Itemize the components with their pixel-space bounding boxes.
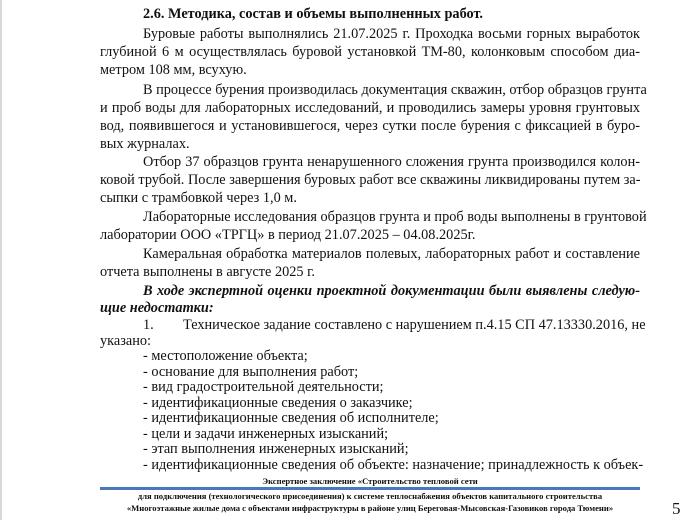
bullet-item: - местоположение объекта;	[143, 348, 308, 364]
paragraph-line: глубиной 6 м осуществлялась буровой установкой ТМ-80, колонковым способом диа-	[100, 44, 640, 60]
footer-line-1: Экспертное заключение «Строительство тепловой сети	[262, 476, 478, 486]
paragraph-line: отчета выполнены в августе 2025 г.	[100, 264, 315, 280]
bullet-item: - основание для выполнения работ;	[143, 364, 359, 380]
findings-heading: щие недостатки:	[100, 300, 214, 316]
paragraph-line: метром 108 мм, всухую.	[100, 62, 247, 78]
paragraph-line: Буровые работы выполнялись 21.07.2025 г. Проходка восьми горных выработок	[143, 26, 640, 42]
findings-heading: В ходе экспертной оценки проектной документации были выявлены следую-	[143, 283, 640, 299]
bullet-item: - вид градостроительной деятельности;	[143, 379, 384, 395]
paragraph-line: вых журналах.	[100, 136, 190, 152]
page-number: 5	[672, 499, 681, 518]
paragraph-line: Лабораторные исследования образцов грунта и проб воды выполнены в грунтовой	[143, 209, 647, 225]
paragraph-line: ковой трубой. После завершения буровых работ все скважины ликвидированы путем за-	[100, 172, 641, 188]
footer-rule	[100, 487, 640, 490]
paragraph-line: и проб воды для лабораторных исследований, и проводились замеры уровня грунтовых	[100, 100, 640, 116]
bullet-item: - идентификационные сведения о заказчике;	[143, 395, 413, 411]
bullet-item: - цели и задачи инженерных изысканий;	[143, 426, 389, 442]
paragraph-line: лаборатории ООО «ТРГЦ» в период 21.07.2025 – 04.08.2025г.	[100, 227, 476, 243]
paragraph-line: В процессе бурения производилась документация скважин, отбор образцов грунта	[143, 82, 647, 98]
paragraph-line: вод, появившегося и установившегося, через сутки после бурения с фиксацией в буро-	[100, 118, 640, 134]
bullet-item: - идентификационные сведения об исполнителе;	[143, 410, 439, 426]
section-heading: 2.6. Методика, состав и объемы выполненных работ.	[143, 6, 484, 22]
paragraph-line: Отбор 37 образцов грунта ненарушенного сложения грунта производился колон-	[143, 154, 640, 170]
bullet-item: - идентификационные сведения об объекте: назначение; принадлежность к объек-	[143, 457, 644, 473]
footer-line-3: «Многоэтажные жилые дома с объектами инфраструктуры в районе улиц Береговая-Мысовская-Газовиков города Тюмени»	[126, 503, 614, 513]
footer-line-2: для подключения (технологического присоединения) к системе теплоснабжения объектов капитального строительства	[137, 491, 603, 501]
list-item-text: указано:	[100, 333, 151, 349]
bullet-item: - этап выполнения инженерных изысканий;	[143, 441, 409, 457]
list-number: 1.	[143, 317, 154, 333]
list-item-text: Техническое задание составлено с нарушением п.4.15 СП 47.13330.2016, не	[183, 317, 646, 333]
paragraph-line: Камеральная обработка материалов полевых, лабораторных работ и составление	[143, 246, 640, 262]
paragraph-line: сыпки с трамбовкой через 1,0 м.	[100, 190, 297, 206]
